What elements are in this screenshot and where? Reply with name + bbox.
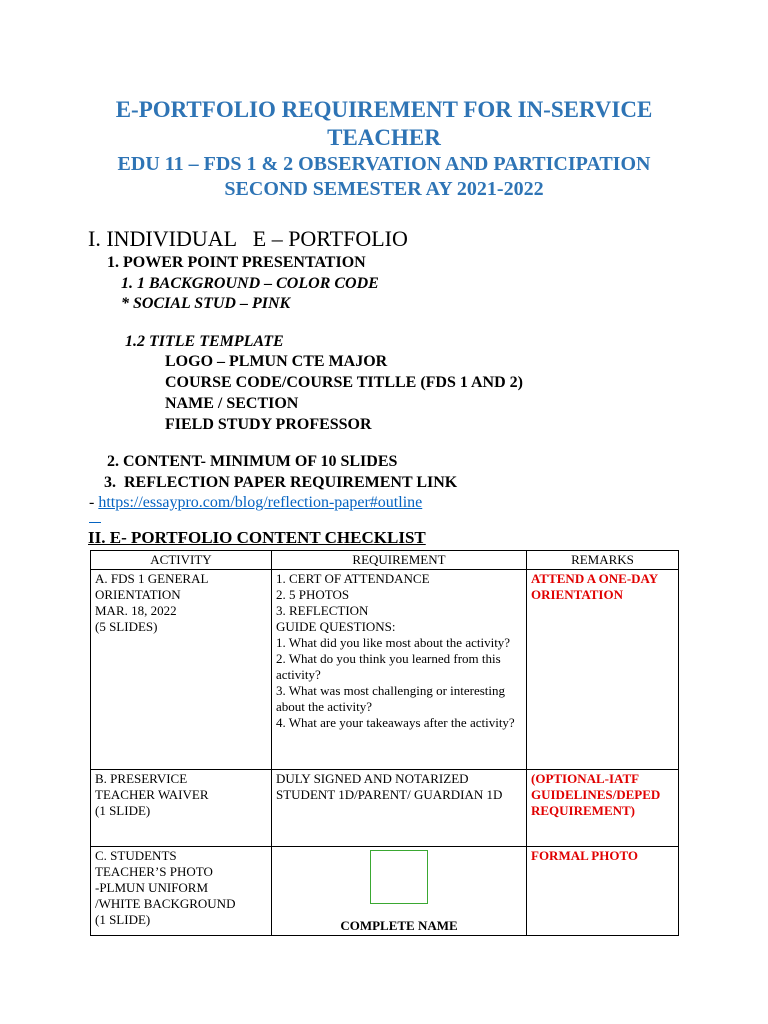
- title-line-1: E-PORTFOLIO REQUIREMENT FOR IN-SERVICE: [115, 97, 653, 122]
- table-row: [91, 570, 679, 770]
- link-prefix: -: [89, 494, 99, 511]
- activity-text: TEACHER WAIVER: [95, 787, 209, 802]
- remarks-text: ATTEND A ONE-DAY ORIENTATION: [531, 571, 658, 602]
- activity-text: C. STUDENTS: [95, 848, 177, 863]
- activity-cell: [91, 570, 272, 770]
- guide-question: 1. What did you like most about the activity?: [276, 635, 511, 650]
- requirement-cell: [272, 847, 527, 936]
- activity-text: B. PRESERVICE: [95, 771, 188, 786]
- item-1-2-title-template: 1.2 TITLE TEMPLATE: [125, 333, 284, 350]
- section-1-heading: I. INDIVIDUAL E – PORTFOLIO: [88, 226, 408, 251]
- activity-text: (5 SLIDES): [95, 619, 158, 634]
- template-line-logo: LOGO – PLMUN CTE MAJOR: [165, 353, 388, 370]
- reflection-paper-link[interactable]: https://essaypro.com/blog/reflection-paper#outline: [98, 494, 423, 511]
- content-checklist-table: [90, 550, 679, 936]
- subtitle-line-2: SECOND SEMESTER AY 2021-2022: [224, 178, 544, 200]
- table-row: [91, 847, 679, 936]
- guide-question: 2. What do you think you learned from this activity?: [276, 651, 501, 682]
- table-row: [91, 770, 679, 847]
- photo-caption: COMPLETE NAME: [340, 918, 458, 933]
- activity-text: (1 SLIDE): [95, 912, 151, 927]
- item-3-reflection: 3. REFLECTION PAPER REQUIREMENT LINK: [104, 474, 458, 491]
- subtitle-line-1: EDU 11 – FDS 1 & 2 OBSERVATION AND PARTICIPATION: [117, 153, 651, 175]
- remarks-text: (OPTIONAL-IATF GUIDELINES/DEPED REQUIREMENT): [531, 771, 661, 818]
- remarks-cell: [527, 770, 679, 847]
- requirement-text: 3. REFLECTION: [276, 603, 369, 618]
- activity-cell: [91, 770, 272, 847]
- item-2-content: 2. CONTENT- MINIMUM OF 10 SLIDES: [107, 453, 398, 470]
- activity-text: -PLMUN UNIFORM: [95, 880, 209, 895]
- title-line-2: TEACHER: [327, 125, 441, 150]
- remarks-cell: [527, 570, 679, 770]
- template-line-course: COURSE CODE/COURSE TITLLE (FDS 1 AND 2): [165, 374, 523, 391]
- requirement-text: 1. CERT OF ATTENDANCE: [276, 571, 430, 586]
- requirement-cell: [272, 570, 527, 770]
- column-header-requirement: REQUIREMENT: [272, 551, 527, 570]
- table-header-row: [91, 551, 679, 570]
- activity-text: (1 SLIDE): [95, 803, 151, 818]
- guide-question: 4. What are your takeaways after the activity?: [276, 715, 515, 730]
- column-header-activity: ACTIVITY: [91, 551, 272, 570]
- requirement-text: 2. 5 PHOTOS: [276, 587, 350, 602]
- item-1-powerpoint: 1. POWER POINT PRESENTATION: [107, 254, 366, 271]
- activity-text: /WHITE BACKGROUND: [95, 896, 236, 911]
- section-2-heading: II. E- PORTFOLIO CONTENT CHECKLIST: [88, 528, 426, 547]
- requirement-cell: [272, 770, 527, 847]
- requirement-text: GUIDE QUESTIONS:: [276, 619, 396, 634]
- underline-divider: [89, 522, 101, 523]
- item-1-1-background: 1. 1 BACKGROUND – COLOR CODE: [121, 275, 379, 292]
- item-1-1-note: * SOCIAL STUD – PINK: [121, 295, 291, 312]
- activity-text: TEACHER’S PHOTO: [95, 864, 213, 879]
- template-line-name: NAME / SECTION: [165, 395, 299, 412]
- requirement-text: DULY SIGNED AND NOTARIZED STUDENT 1D/PARENT/ GUARDIAN 1D: [276, 771, 503, 802]
- activity-text: A. FDS 1 GENERAL: [95, 571, 209, 586]
- activity-text: MAR. 18, 2022: [95, 603, 177, 618]
- activity-text: ORIENTATION: [95, 587, 181, 602]
- photo-placeholder-box: [370, 850, 428, 904]
- activity-cell: [91, 847, 272, 936]
- guide-question: 3. What was most challenging or interesting about the activity?: [276, 683, 506, 714]
- remarks-text: FORMAL PHOTO: [531, 848, 639, 863]
- link-line: [89, 493, 422, 513]
- template-line-professor: FIELD STUDY PROFESSOR: [165, 416, 372, 433]
- remarks-cell: [527, 847, 679, 936]
- column-header-remarks: REMARKS: [527, 551, 679, 570]
